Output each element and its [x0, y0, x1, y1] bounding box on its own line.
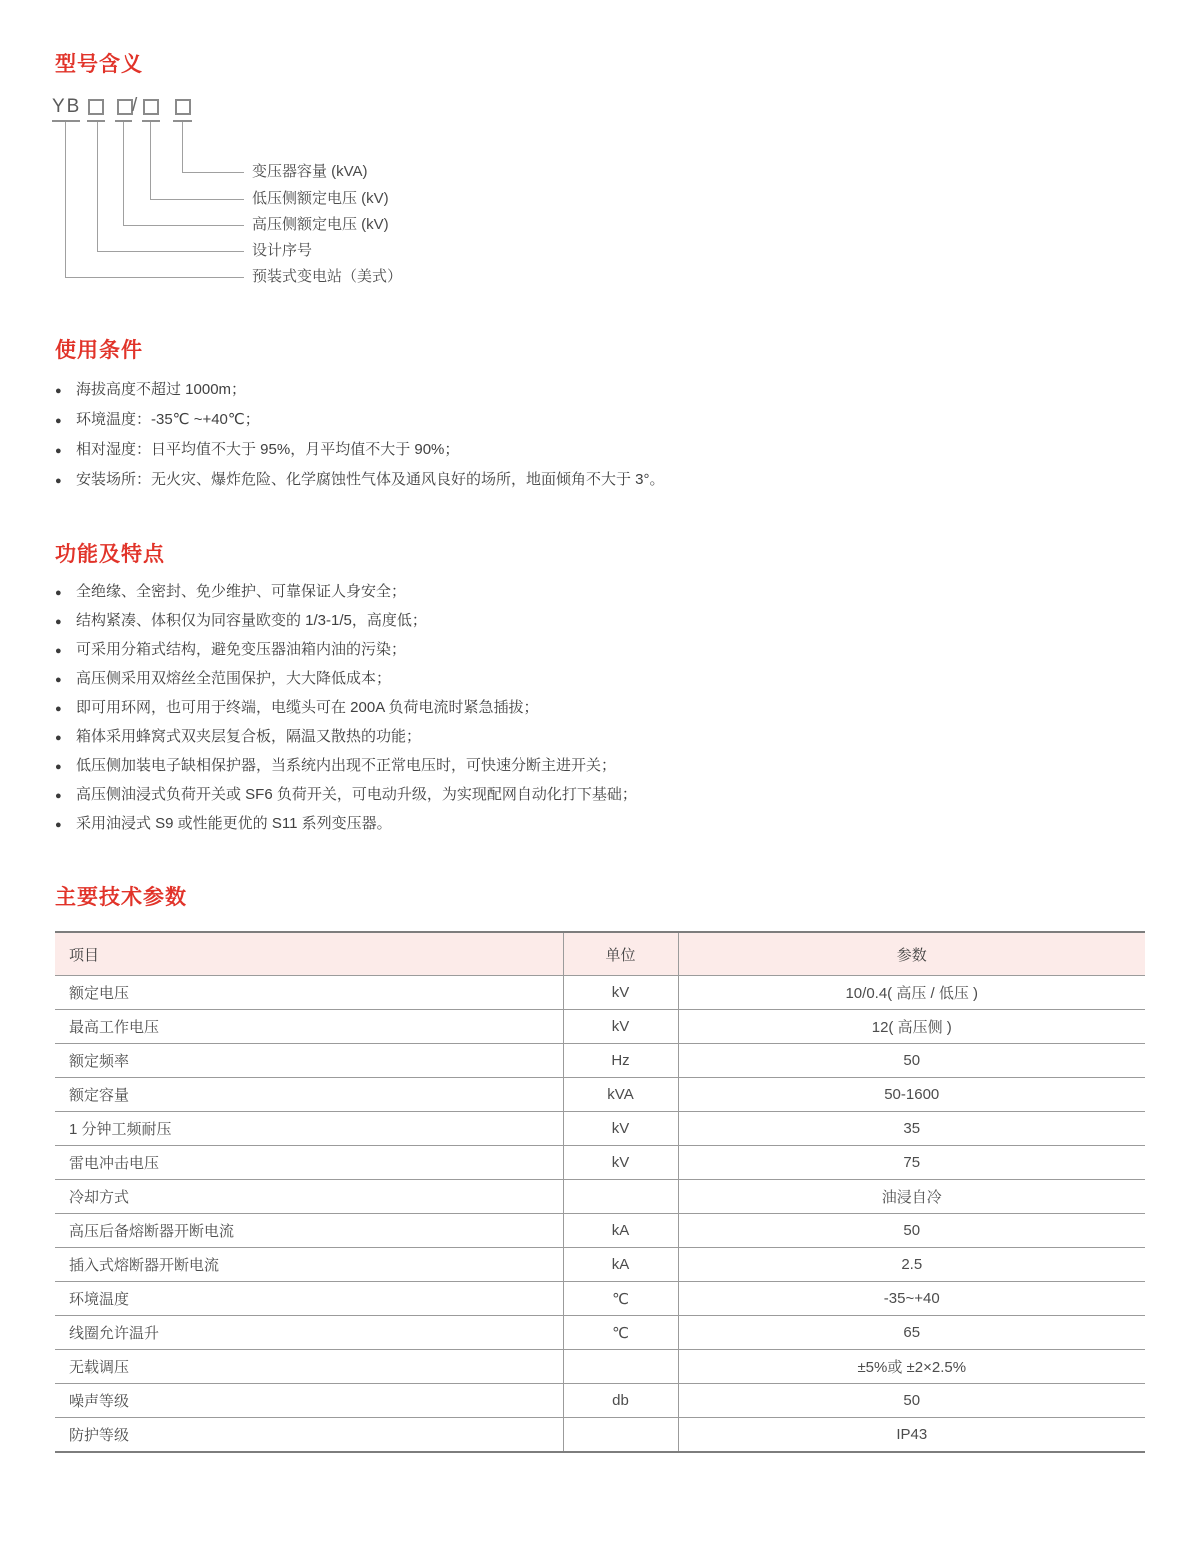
bullet-icon: [55, 809, 62, 840]
model-box-design-serial: [88, 99, 104, 115]
diagram-label-capacity: 变压器容量 (kVA): [252, 163, 368, 180]
list-item-text: 结构紧凑、体积仅为同容量欧变的 1/3-1/5，高度低；: [76, 612, 427, 629]
param-item: 雷电冲击电压: [55, 1146, 563, 1180]
bullet-icon: [55, 780, 62, 811]
list-item: [55, 722, 1145, 751]
param-unit: Hz: [563, 1044, 678, 1078]
param-item: 额定电压: [55, 976, 563, 1010]
param-item: 噪声等级: [55, 1384, 563, 1418]
table-row: [55, 1248, 1145, 1282]
param-value: 10/0.4( 高压 / 低压 ): [678, 976, 1145, 1010]
table-row: [55, 1282, 1145, 1316]
list-item: [55, 405, 1145, 435]
param-item: 无载调压: [55, 1350, 563, 1384]
connector-line-prefix: [65, 122, 244, 278]
page-content: [0, 50, 1200, 1453]
section-title-features: 功能及特点: [55, 543, 165, 566]
param-value: 油浸自冷: [678, 1180, 1145, 1214]
table-header-row: [55, 932, 1145, 976]
list-item: [55, 751, 1145, 780]
model-slash: /: [132, 95, 138, 116]
parameters-table: [55, 931, 1145, 1453]
usage-conditions-list: [55, 375, 1145, 495]
param-unit: kVA: [563, 1078, 678, 1112]
list-item-text: 可采用分箱式结构，避免变压器油箱内油的污染；: [76, 641, 407, 658]
list-item-text: 环境温度：-35℃ ~+40℃；: [76, 411, 260, 428]
param-value: 50-1600: [678, 1078, 1145, 1112]
param-unit: ℃: [563, 1282, 678, 1316]
bullet-icon: [55, 465, 62, 496]
bullet-icon: [55, 435, 62, 466]
diagram-label-design-serial: 设计序号: [252, 242, 313, 259]
list-item-text: 高压侧油浸式负荷开关或 SF6 负荷开关，可电动升级，为实现配网自动化打下基础；: [76, 786, 637, 803]
param-item: 最高工作电压: [55, 1010, 563, 1044]
param-item: 插入式熔断器开断电流: [55, 1248, 563, 1282]
diagram-label-hv-voltage: 高压侧额定电压 (kV): [252, 216, 389, 233]
param-unit: kV: [563, 976, 678, 1010]
param-value: 35: [678, 1112, 1145, 1146]
param-value: 50: [678, 1044, 1145, 1078]
model-code-diagram: [52, 95, 1145, 296]
table-row: [55, 1316, 1145, 1350]
table-row: [55, 1010, 1145, 1044]
list-item-text: 全绝缘、全密封、免少维护、可靠保证人身安全；: [76, 583, 407, 600]
list-item-text: 采用油浸式 S9 或性能更优的 S11 系列变压器。: [76, 815, 392, 832]
list-item: [55, 809, 1145, 838]
section-title-model-meaning: 型号含义: [55, 53, 143, 76]
table-row: [55, 1384, 1145, 1418]
bullet-icon: [55, 664, 62, 695]
table-row: [55, 1112, 1145, 1146]
param-value: -35~+40: [678, 1282, 1145, 1316]
list-item-text: 即可用环网，也可用于终端，电缆头可在 200A 负荷电流时紧急插拔；: [76, 699, 539, 716]
list-item: [55, 435, 1145, 465]
param-unit: kV: [563, 1112, 678, 1146]
param-unit: db: [563, 1384, 678, 1418]
param-unit: kA: [563, 1248, 678, 1282]
param-value: 75: [678, 1146, 1145, 1180]
table-row: [55, 1418, 1145, 1453]
list-item: [55, 693, 1145, 722]
list-item: [55, 606, 1145, 635]
table-row: [55, 1078, 1145, 1112]
param-value: IP43: [678, 1418, 1145, 1453]
bullet-icon: [55, 722, 62, 753]
param-value: 50: [678, 1384, 1145, 1418]
param-value: ±5%或 ±2×2.5%: [678, 1350, 1145, 1384]
param-unit: [563, 1350, 678, 1384]
param-item: 冷却方式: [55, 1180, 563, 1214]
features-list: [55, 577, 1145, 838]
diagram-label-station-type: 预装式变电站（美式）: [252, 268, 403, 285]
param-value: 2.5: [678, 1248, 1145, 1282]
param-value: 12( 高压侧 ): [678, 1010, 1145, 1044]
param-item: 额定容量: [55, 1078, 563, 1112]
param-unit: ℃: [563, 1316, 678, 1350]
bullet-icon: [55, 635, 62, 666]
param-unit: [563, 1180, 678, 1214]
bullet-icon: [55, 577, 62, 608]
table-row: [55, 1180, 1145, 1214]
table-row: [55, 1146, 1145, 1180]
section-title-parameters: 主要技术参数: [55, 886, 187, 909]
param-value: 65: [678, 1316, 1145, 1350]
list-item: [55, 635, 1145, 664]
param-item: 高压后备熔断器开断电流: [55, 1214, 563, 1248]
list-item: [55, 465, 1145, 495]
bullet-icon: [55, 606, 62, 637]
list-item: [55, 780, 1145, 809]
model-box-lv-rating: [143, 99, 159, 115]
section-title-usage-conditions: 使用条件: [55, 339, 143, 362]
column-header-item: 项目: [55, 932, 563, 976]
list-item-text: 相对湿度：日平均值不大于 95%，月平均值不大于 90%；: [76, 441, 460, 458]
table-row: [55, 976, 1145, 1010]
bullet-icon: [55, 405, 62, 436]
datasheet-page: [0, 50, 1200, 1554]
bullet-icon: [55, 693, 62, 724]
model-box-hv-rating: [117, 99, 133, 115]
bullet-icon: [55, 375, 62, 406]
list-item-text: 安装场所：无火灾、爆炸危险、化学腐蚀性气体及通风良好的场所，地面倾角不大于 3°。: [76, 471, 665, 488]
list-item: [55, 664, 1145, 693]
list-item-text: 海拔高度不超过 1000m；: [76, 381, 247, 398]
diagram-label-lv-voltage: 低压侧额定电压 (kV): [252, 190, 389, 207]
list-item-text: 箱体采用蜂窝式双夹层复合板，隔温又散热的功能；: [76, 728, 422, 745]
param-value: 50: [678, 1214, 1145, 1248]
table-row: [55, 1214, 1145, 1248]
table-row: [55, 1350, 1145, 1384]
table-row: [55, 1044, 1145, 1078]
list-item-text: 高压侧采用双熔丝全范围保护，大大降低成本；: [76, 670, 392, 687]
param-unit: kV: [563, 1010, 678, 1044]
column-header-value: 参数: [678, 932, 1145, 976]
param-unit: [563, 1418, 678, 1453]
bullet-icon: [55, 751, 62, 782]
param-unit: kV: [563, 1146, 678, 1180]
model-box-capacity: [175, 99, 191, 115]
param-item: 线圈允许温升: [55, 1316, 563, 1350]
param-item: 额定频率: [55, 1044, 563, 1078]
model-prefix: YB: [52, 96, 82, 117]
param-item: 防护等级: [55, 1418, 563, 1453]
param-item: 环境温度: [55, 1282, 563, 1316]
list-item: [55, 577, 1145, 606]
list-item: [55, 375, 1145, 405]
param-item: 1 分钟工频耐压: [55, 1112, 563, 1146]
column-header-unit: 单位: [563, 932, 678, 976]
param-unit: kA: [563, 1214, 678, 1248]
list-item-text: 低压侧加装电子缺相保护器，当系统内出现不正常电压时，可快速分断主进开关；: [76, 757, 617, 774]
